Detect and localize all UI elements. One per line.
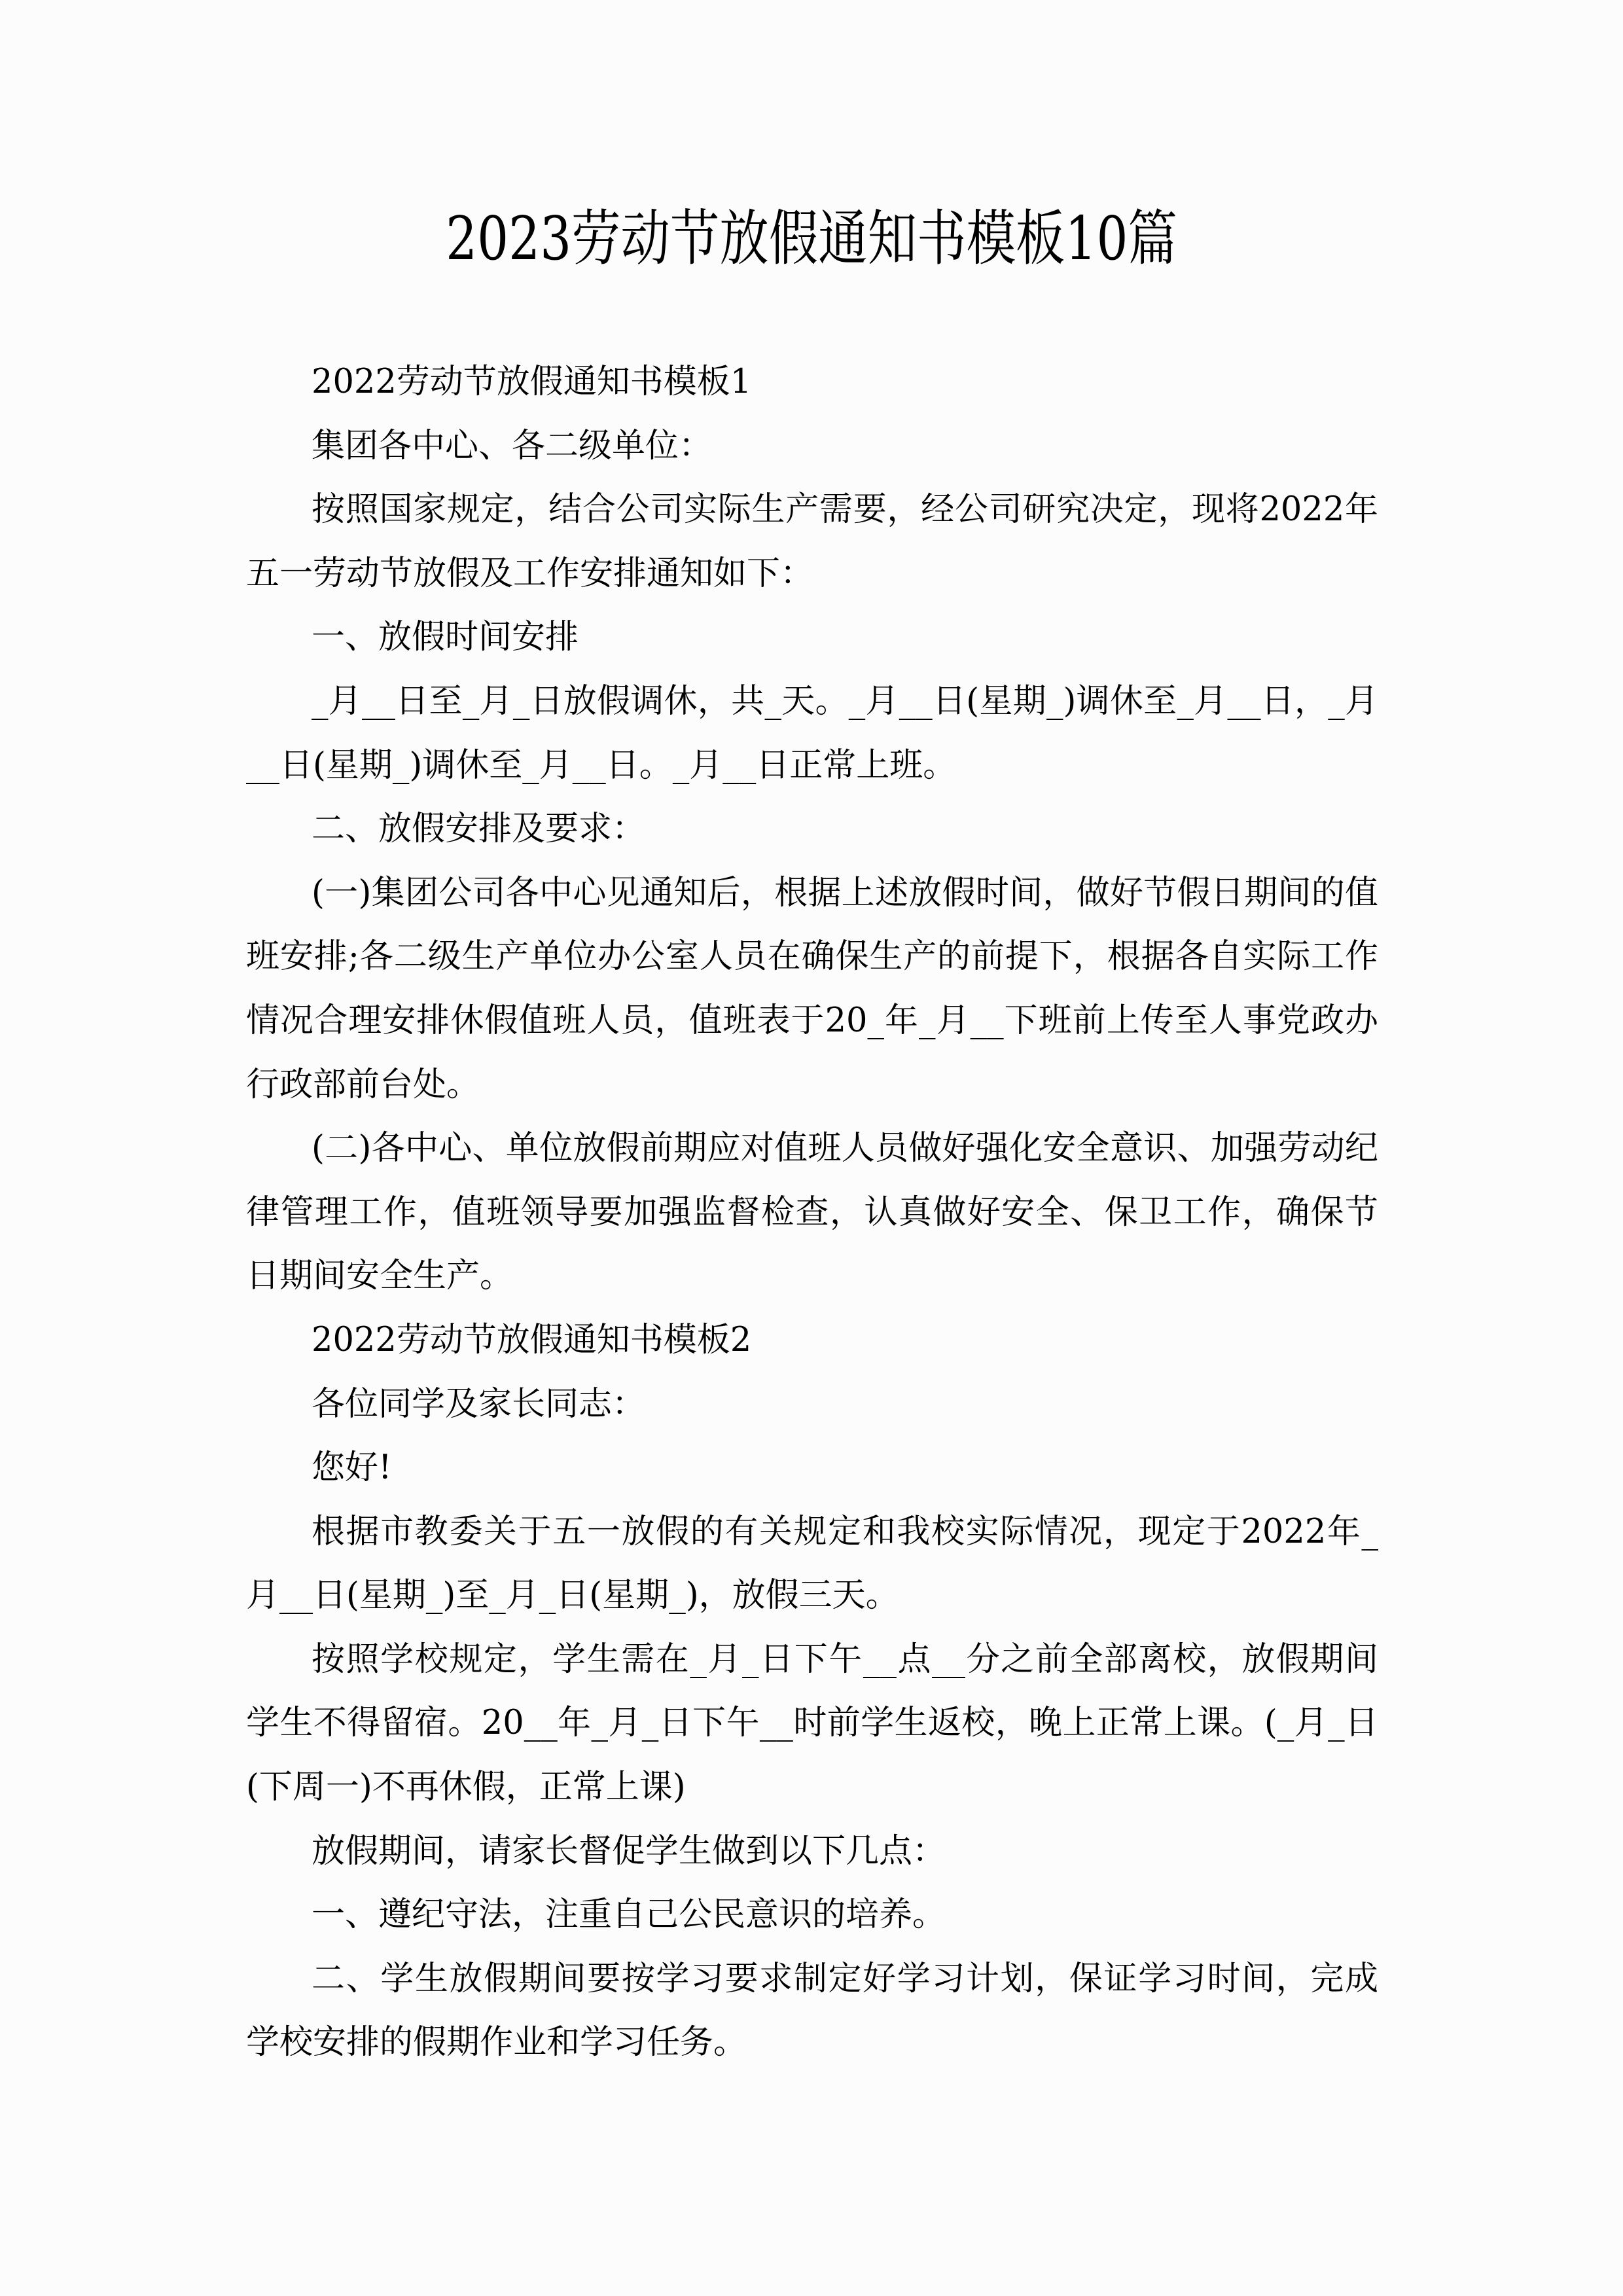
section-heading-template-2: 2022劳动节放假通知书模板2 (312, 1320, 752, 1359)
requirement-paragraph-2: (二)各中心、单位放假前期应对值班人员做好强化安全意识、加强劳动纪律管理工作，值班领导要加强监督检查，认真做好安全、保卫工作，确保节日期间安全生产。 (246, 1129, 1378, 1296)
school-rules-paragraph: 按照学校规定，学生需在_月_日下午__点__分之前全部离校，放假期间学生不得留宿。20__年_月_日下午__时前学生返校，晚上正常上课。(_月_日(下周一)不再休假，正常上课) (246, 1640, 1378, 1807)
school-notice-paragraph: 根据市教委关于五一放假的有关规定和我校实际情况，现定于2022年_月__日(星期_)至_月_日(星期_)，放假三天。 (246, 1512, 1378, 1615)
document-body (246, 350, 1378, 2075)
document-title: 2023劳动节放假通知书模板10篇 (446, 204, 1177, 274)
intro-paragraph: 按照国家规定，结合公司实际生产需要，经公司研究决定，现将2022年五一劳动节放假及工作安排通知如下： (246, 490, 1378, 593)
subheading-requirements: 二、放假安排及要求： (312, 810, 646, 849)
instruction-item-1: 一、遵纪守法，注重自己公民意识的培养。 (312, 1895, 946, 1935)
subheading-holiday-schedule: 一、放假时间安排 (312, 618, 579, 657)
instruction-item-2: 二、学生放假期间要按学习要求制定好学习计划，保证学习时间，完成学校安排的假期作业和学习任务。 (246, 1959, 1378, 2062)
greeting-paragraph: 您好! (312, 1448, 392, 1488)
parent-instructions-paragraph: 放假期间，请家长督促学生做到以下几点： (312, 1831, 946, 1871)
salutation-paragraph: 集团各中心、各二级单位： (312, 426, 713, 465)
salutation-paragraph-2: 各位同学及家长同志： (312, 1384, 646, 1424)
schedule-paragraph: _月__日至_月_日放假调休，共_天。_月__日(星期_)调休至_月__日，_月__日(星期_)调休至_月__日。_月__日正常上班。 (246, 681, 1378, 785)
section-heading-template-1: 2022劳动节放假通知书模板1 (312, 363, 752, 401)
requirement-paragraph-1: (一)集团公司各中心见通知后，根据上述放假时间，做好节假日期间的值班安排;各二级生产单位办公室人员在确保生产的前提下，根据各自实际工作情况合理安排休假值班人员，值班表于20_年_月__下班前上传至人事党政办行政部前台处。 (246, 873, 1378, 1104)
